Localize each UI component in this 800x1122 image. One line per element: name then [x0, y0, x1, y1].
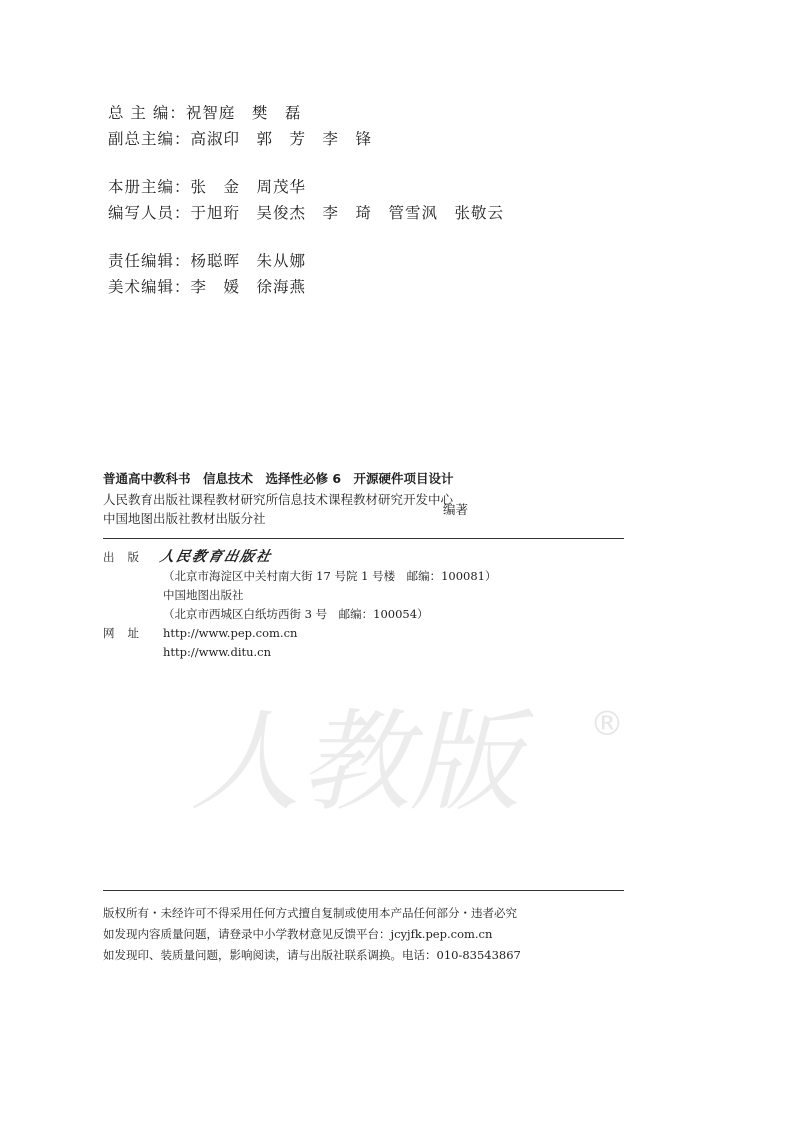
feedback-line: 如发现内容质量问题，请登录中小学教材意见反馈平台：jcyjfk.pep.com.cn — [103, 927, 493, 941]
credit-label: 本册主编： — [108, 178, 191, 196]
credit-label: 责任编辑： — [108, 252, 191, 270]
credit-names: 于旭珩 吴俊杰 李 琦 管雪沨 张敬云 — [190, 204, 505, 222]
pep-logo-text: 人民教育出版社 — [158, 549, 274, 565]
credit-names: 杨聪晖 朱从娜 — [190, 252, 307, 270]
credit-responsible-editor — [108, 248, 504, 274]
book-editors — [103, 490, 643, 528]
copyright-line: 版权所有・未经许可不得采用任何方式擅自复制或使用本产品任何部分・违者必究 — [103, 906, 517, 920]
publisher2-name: 中国地图出版社 — [163, 588, 244, 602]
credit-chief-editor — [108, 100, 504, 126]
credit-art-editor — [108, 274, 504, 300]
credit-volume-editor — [108, 174, 504, 200]
credit-names: 高淑印 郭 芳 李 锋 — [190, 130, 373, 148]
url-ditu[interactable]: http://www.ditu.cn — [163, 645, 272, 659]
editorial-credits — [108, 100, 504, 300]
web-label: 网址 — [103, 626, 152, 640]
url-pep[interactable]: http://www.pep.com.cn — [163, 626, 298, 640]
pep-watermark — [180, 680, 640, 840]
credit-writers — [108, 200, 504, 226]
credit-names: 李 媛 徐海燕 — [190, 278, 307, 296]
publisher-logo — [160, 548, 272, 567]
credit-label: 编写人员： — [108, 204, 191, 222]
credit-names: 祝智庭 樊 磊 — [185, 104, 302, 122]
book-title: 普通高中教科书 信息技术 选择性必修 6 开源硬件项目设计 — [103, 471, 454, 486]
editor-org-1: 人民教育出版社课程教材研究所信息技术课程教材研究开发中心 — [103, 492, 454, 507]
divider-bottom — [103, 890, 624, 891]
publisher2-address: （北京市西城区白纸坊西街 3 号 邮编：100054） — [163, 607, 429, 621]
credit-label: 总 主 编： — [108, 104, 186, 122]
publish-label: 出版 — [103, 550, 152, 564]
editor-org-2: 中国地图出版社教材出版分社 — [103, 511, 266, 526]
registered-mark: ® — [590, 704, 624, 744]
footer-notice — [103, 903, 521, 966]
publisher1-address: （北京市海淀区中关村南大街 17 号院 1 号楼 邮编：100081） — [163, 569, 497, 583]
watermark-text: 人教版 — [190, 698, 520, 826]
credit-label: 副总主编： — [108, 130, 191, 148]
credit-deputy-chief-editor — [108, 126, 504, 152]
divider-top — [103, 538, 624, 539]
credit-names: 张 金 周茂华 — [190, 178, 307, 196]
print-issue-line: 如发现印、装质量问题，影响阅读，请与出版社联系调换。电话：010-83543867 — [103, 948, 521, 962]
book-info — [103, 470, 643, 528]
edit-suffix: 编著 — [443, 502, 469, 517]
credit-label: 美术编辑： — [108, 278, 191, 296]
